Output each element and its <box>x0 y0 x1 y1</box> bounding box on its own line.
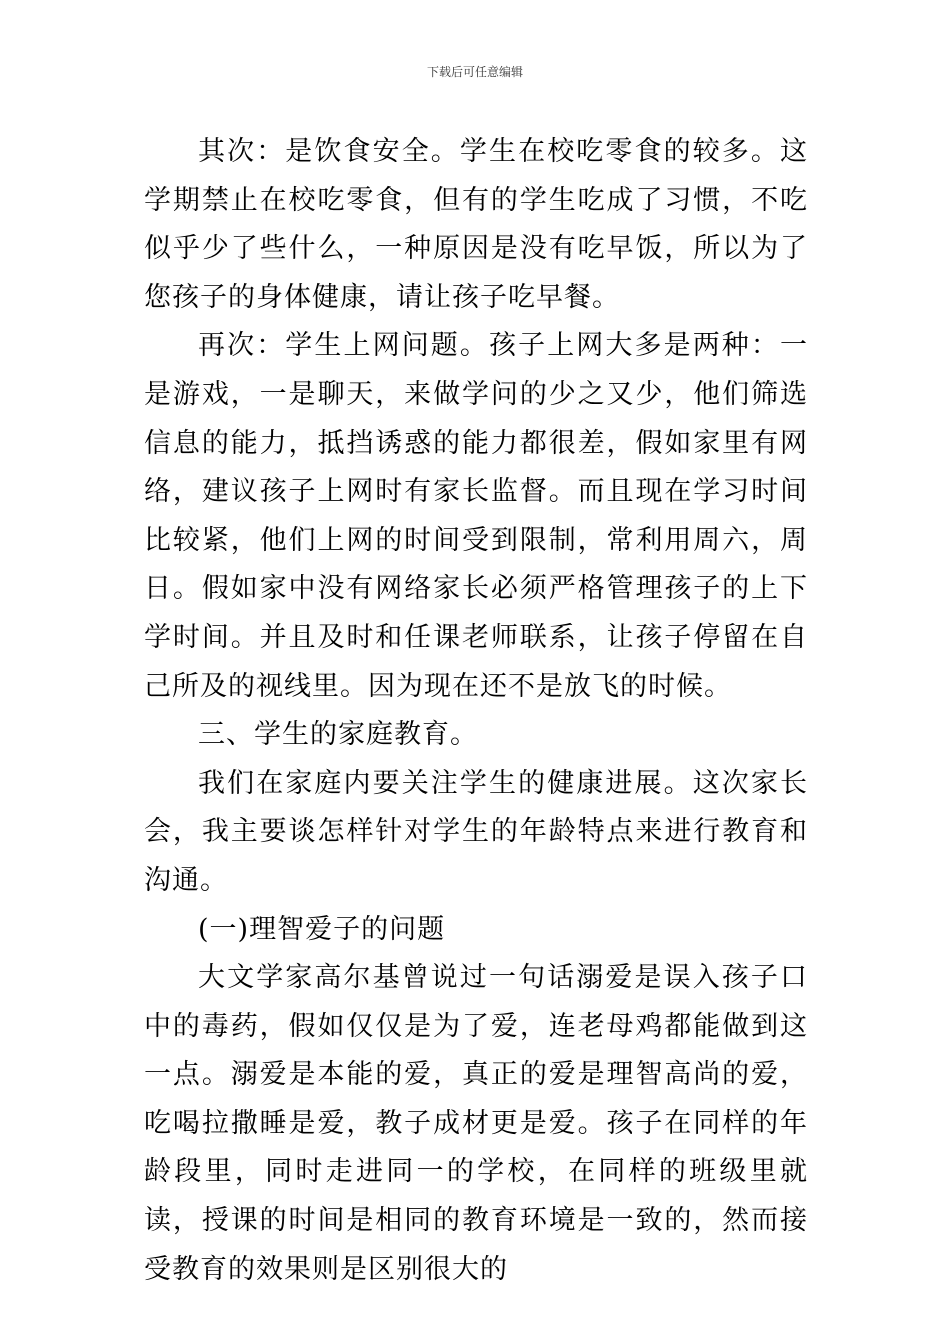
paragraph-gorky-quote: 大文学家高尔基曾说过一句话溺爱是误入孩子口中的毒药，假如仅仅是为了爱，连老母鸡都能做到这一点。溺爱是本能的爱，真正的爱是理智高尚的爱，吃喝拉撒睡是爱，教子成材更是爱。孩子在同样的年龄段里，同时走进同一的学校，在同样的班级里就读，授课的时间是相同的教育环境是一致的，然而接受教育的效果则是区别很大的 <box>144 962 808 1285</box>
paragraph-internet-issue: 再次：学生上网问题。孩子上网大多是两种：一是游戏，一是聊天，来做学问的少之又少，他们筛选信息的能力，抵挡诱惑的能力都很差，假如家里有网络，建议孩子上网时有家长监督。而且现在学习时间比较紧，他们上网的时间受到限制，常利用周六，周日。假如家中没有网络家长必须严格管理孩子的上下学时间。并且及时和任课老师联系，让孩子停留在自己所及的视线里。因为现在还不是放飞的时候。 <box>144 330 808 702</box>
paragraph-food-safety: 其次：是饮食安全。学生在校吃零食的较多。这学期禁止在校吃零食，但有的学生吃成了习惯，不吃似乎少了些什么，一种原因是没有吃早饭，所以为了您孩子的身体健康，请让孩子吃早餐。 <box>144 136 808 313</box>
page-header-note: 下载后可任意编辑 <box>426 65 523 79</box>
subheading-rational-love: (一)理智爱子的问题 <box>198 913 446 945</box>
paragraph-health-progress: 我们在家庭内要关注学生的健康进展。这次家长会，我主要谈怎样针对学生的年龄特点来进行教育和沟通。 <box>144 767 808 896</box>
section-heading-family-education: 三、学生的家庭教育。 <box>198 719 478 751</box>
document-body <box>144 128 808 1294</box>
